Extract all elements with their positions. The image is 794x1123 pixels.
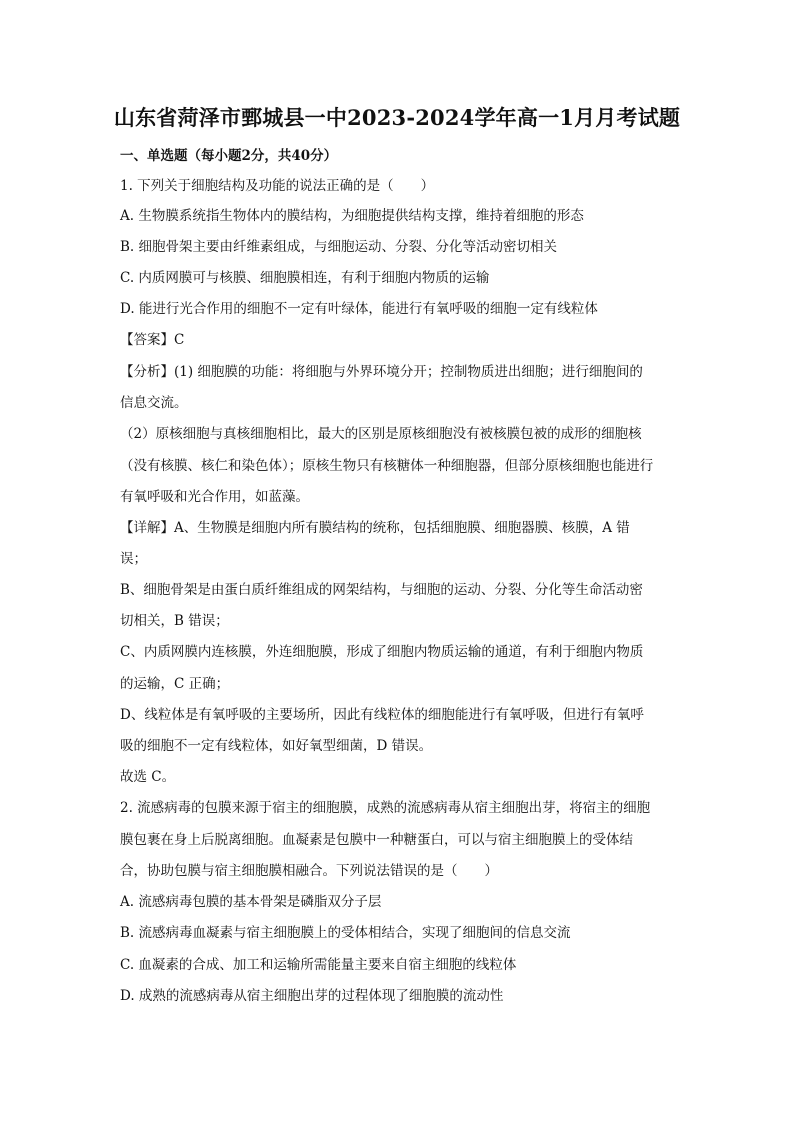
analysis-line: （没有核膜、核仁和染色体）；原核生物只有核糖体一种细胞器，但部分原核细胞也能进行	[120, 458, 654, 474]
option-line: B. 细胞骨架主要由纤维素组成，与细胞运动、分裂、分化等活动密切相关	[120, 239, 558, 255]
conclusion-line: 故选 C。	[120, 769, 176, 785]
detail-line: 【详解】A、生物膜是细胞内所有膜结构的统称，包括细胞膜、细胞器膜、核膜，A 错	[120, 520, 630, 536]
answer-line: 【答案】C	[120, 332, 185, 348]
question-2-stem: 合，协助包膜与宿主细胞膜相融合。下列说法错误的是（ ）	[120, 863, 498, 879]
detail-line: 吸的细胞不一定有线粒体，如好氧型细菌，D 错误。	[120, 738, 433, 754]
analysis-line: 信息交流。	[120, 395, 188, 411]
detail-line: D、线粒体是有氧呼吸的主要场所，因此有线粒体的细胞能进行有氧呼吸，但进行有氧呼	[120, 707, 644, 723]
option-line: C. 内质网膜可与核膜、细胞膜相连，有利于细胞内物质的运输	[120, 270, 490, 286]
option-line: D. 能进行光合作用的细胞不一定有叶绿体，能进行有氧呼吸的细胞一定有线粒体	[120, 301, 598, 317]
page-title: 山东省菏泽市鄄城县一中2023-2024学年高一1月月考试题	[113, 105, 681, 130]
analysis-line: 有氧呼吸和光合作用，如蓝藻。	[120, 489, 309, 505]
option-line: C. 血凝素的合成、加工和运输所需能量主要来自宿主细胞的线粒体	[120, 957, 517, 973]
detail-line: 的运输，C 正确；	[120, 676, 230, 692]
detail-line: 误；	[120, 551, 147, 567]
detail-line: C、内质网膜内连核膜，外连细胞膜，形成了细胞内物质运输的通道，有利于细胞内物质	[120, 644, 644, 660]
option-line: D. 成熟的流感病毒从宿主细胞出芽的过程体现了细胞膜的流动性	[120, 988, 504, 1004]
analysis-line: 【分析】(1) 细胞膜的功能：将细胞与外界环境分开；控制物质进出细胞；进行细胞间的	[120, 364, 643, 380]
detail-line: B、细胞骨架是由蛋白质纤维组成的网架结构，与细胞的运动、分裂、分化等生命活动密	[120, 582, 643, 598]
option-line: A. 流感病毒包膜的基本骨架是磷脂双分子层	[120, 894, 382, 910]
question-2-stem: 2. 流感病毒的包膜来源于宿主的细胞膜，成熟的流感病毒从宿主细胞出芽，将宿主的细胞	[120, 800, 651, 816]
detail-line: 切相关，B 错误；	[120, 613, 229, 629]
option-line: A. 生物膜系统指生物体内的膜结构，为细胞提供结构支撑，维持着细胞的形态	[120, 208, 584, 224]
question-1-stem: 1. 下列关于细胞结构及功能的说法正确的是（ ）	[120, 178, 435, 194]
analysis-line: （2）原核细胞与真核细胞相比，最大的区别是原核细胞没有被核膜包被的成形的细胞核	[120, 426, 642, 442]
section-heading: 一、单选题（每小题2分，共40分）	[120, 148, 338, 164]
question-2-stem: 膜包裹在身上后脱离细胞。血凝素是包膜中一种糖蛋白，可以与宿主细胞膜上的受体结	[120, 832, 633, 848]
option-line: B. 流感病毒血凝素与宿主细胞膜上的受体相结合，实现了细胞间的信息交流	[120, 925, 571, 941]
